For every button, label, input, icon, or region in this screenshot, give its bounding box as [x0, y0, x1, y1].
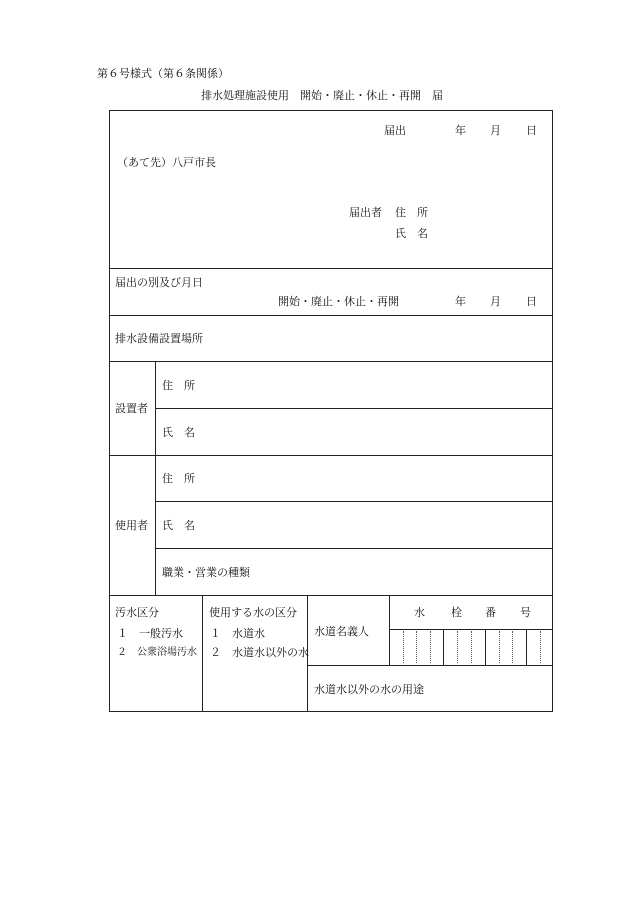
rule-installer-mid: [155, 408, 553, 409]
notice-year: 年: [455, 295, 466, 308]
user-address-label: 住 所: [162, 472, 195, 485]
applicant-address-label: 住 所: [395, 206, 428, 219]
form-title: 排水処理施設使用 開始・廃止・休止・再開 届: [201, 89, 443, 102]
filing-month: 月: [490, 124, 501, 137]
rule-label-column: [155, 361, 156, 595]
sewage-label: 汚水区分: [115, 606, 159, 619]
hydrant-header-char-2: 栓: [451, 606, 462, 619]
hydrant-digit-sep: [471, 631, 472, 663]
water-option-1: １ 水道水: [210, 627, 265, 640]
filing-date-label: 届出: [384, 124, 406, 137]
rule-owner-col: [389, 595, 390, 665]
hydrant-digit-sep: [430, 631, 431, 663]
water-owner-label: 水道名義人: [314, 625, 369, 638]
notice-month: 月: [490, 295, 501, 308]
hydrant-header-char-1: 水: [414, 606, 425, 619]
water-option-2: ２ 水道水以外の水: [210, 646, 309, 659]
form-number: 第６号様式（第６条関係）: [97, 67, 229, 80]
other-water-use-label: 水道水以外の水の用途: [314, 683, 424, 696]
rule-after-user: [109, 595, 553, 596]
hydrant-sep-1: [443, 629, 444, 665]
addressee: （あて先）八戸市長: [117, 156, 216, 169]
hydrant-header-char-3: 番: [485, 606, 496, 619]
water-label: 使用する水の区分: [209, 606, 297, 619]
notice-type-label: 届出の別及び月日: [115, 276, 203, 289]
applicant-label: 届出者: [349, 206, 382, 219]
applicant-name-label: 氏 名: [395, 227, 428, 240]
hydrant-digit-sep: [499, 631, 500, 663]
rule-sewage-col: [202, 595, 203, 712]
sewage-option-2: ２ 公衆浴場汚水: [117, 647, 197, 658]
rule-after-filing: [109, 268, 553, 269]
rule-user-mid1: [155, 501, 553, 502]
filing-year: 年: [455, 124, 466, 137]
hydrant-digit-sep: [512, 631, 513, 663]
hydrant-digit-sep: [540, 631, 541, 663]
sewage-option-1: １ 一般汚水: [117, 627, 183, 640]
hydrant-sep-2: [485, 629, 486, 665]
installer-name-label: 氏 名: [162, 426, 195, 439]
notice-day: 日: [526, 295, 537, 308]
rule-hydrant-header: [389, 629, 553, 630]
hydrant-digit-sep: [457, 631, 458, 663]
notice-type-options: 開始・廃止・休止・再開: [278, 295, 399, 308]
rule-after-location: [109, 361, 553, 362]
hydrant-sep-3: [526, 629, 527, 665]
hydrant-digit-sep: [416, 631, 417, 663]
installer-label: 設置者: [115, 402, 148, 415]
filing-day: 日: [526, 124, 537, 137]
rule-hydrant-bottom: [307, 665, 553, 666]
form-frame: [109, 110, 553, 712]
rule-after-installer: [109, 455, 553, 456]
rule-after-type: [109, 315, 553, 316]
location-label: 排水設備設置場所: [115, 332, 203, 345]
user-occupation-label: 職業・営業の種類: [162, 566, 250, 579]
user-label: 使用者: [115, 519, 148, 532]
hydrant-digit-sep: [403, 631, 404, 663]
hydrant-header-char-4: 号: [520, 606, 531, 619]
user-name-label: 氏 名: [162, 519, 195, 532]
rule-user-mid2: [155, 548, 553, 549]
installer-address-label: 住 所: [162, 379, 195, 392]
